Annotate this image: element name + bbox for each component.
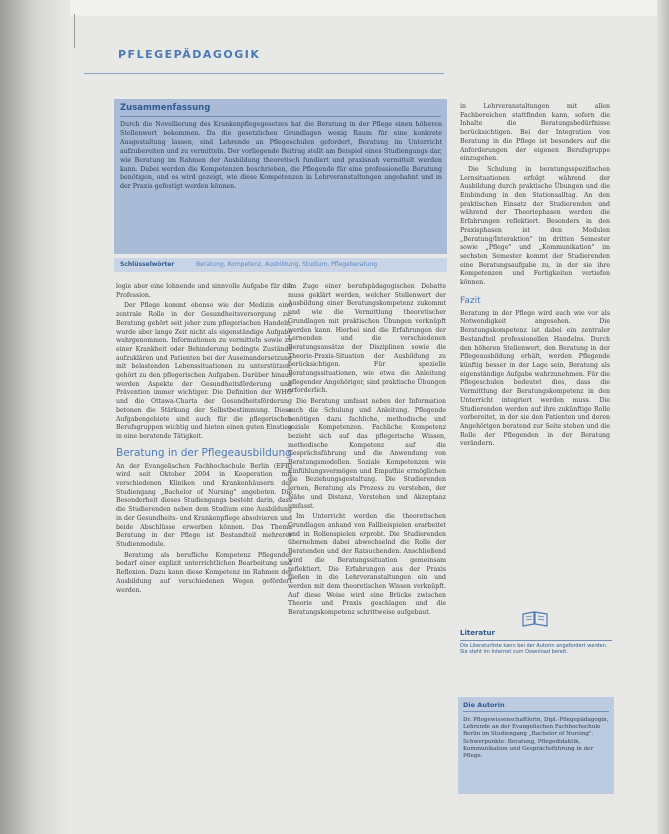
paragraph: in Lehrveranstaltungen mit allen Fachbereichen stattfinden kann, sofern die Inhalte die Beratungsbedürfnisse berücksichtigen. Bei der Integration von Beratung in die Pflege ist besonders auf die Anforderungen der eigenen Berufsgruppe einzugehen. — [460, 103, 610, 163]
section-heading: Beratung in der Pflegeausbildung — [116, 446, 292, 459]
paragraph: Im Unterricht werden die theoretischen Grundlagen anhand von Fallbeispielen erarbeitet und in Rollenspielen erprobt. Die Studierenden übernehmen dabei abwechselnd die Rolle der Beratenden und der Ratsuchenden. Anschließend wird die Beratungssituation gemeinsam reflektiert. Die Erfahrungen aus der Praxis fließen in die Lehrveranstaltungen ein und werden mit dem theoretischen Wissen verknüpft. Auf diese Weise wird eine Brücke zwischen Theorie und Praxis geschlagen und die Beratungskompetenz schrittweise aufgebaut. — [288, 513, 446, 617]
author-text: Dr. Pflegewissenschaftlerin, Dipl.-Pflegepädagogin, Lehrende an der Evangelischen Fachhochschule Berlin im Studiengang „Bachelor of Nursing". Schwerpunkte: Beratung, Pflegedidaktik, Kommunikation und Gesprächsführung in der Pflege. — [463, 717, 609, 760]
paragraph: Der Pflege kommt ebenso wie der Medizin eine zentrale Rolle in der Gesundheitsversorgung zu. Beratung gehört seit jeher zum pflegerischen Handeln, wurde aber lange Zeit nicht als eigenständige Aufgabe wahrgenommen. Informationen zu vermitteln sowie zu einer Krankheit oder Behinderung bedingte Zustände aufzuklären und Patienten bei der Auseinandersetzung mit belastenden Lebenssituationen zu unterstützen, gehört zu den pflegerischen Aufgaben. Darüber hinaus werden Aspekte der Gesundheitsförderung und Prävention immer wichtiger. Die Definition der WHO und die Ottawa-Charta der Gesundheitsförderung betonen die Stärkung der Selbstbestimmung. Diese Aufgabengebiete sind auch für die pflegerischen Berufsgruppen wichtig und bieten einen guten Einstieg in eine beratende Tätigkeit. — [116, 302, 292, 440]
author-divider — [463, 711, 609, 712]
fazit-heading: Fazit — [460, 295, 481, 306]
fold-mark — [74, 14, 75, 48]
summary-divider — [120, 116, 441, 117]
paragraph: Die Schulung in beratungsspezifischen Lernsituationen erfolgt während der Ausbildung durch praktische Übungen und die Einbindung in den Stationsalltag. An den praktischen Einsatz der Studierenden und während der Theoriephasen werden die Erfahrungen reflektiert. Besonders in den Praxisphasen ist den Modulen „Beratung/Interaktion" im dritten Semester sowie „Pflege" und „Kommunikation" im sechsten Semester kommt der Studierenden eine Beratungsaufgabe zu, in der sie ihre Kompetenzen und Fertigkeiten vertiefen können. — [460, 165, 610, 287]
header-divider — [84, 73, 444, 74]
text-column-1 — [116, 283, 292, 597]
paragraph: Die Beratung umfasst neben der Information auch die Schulung und Anleitung. Pflegende benötigen dazu fachliche, methodische und soziale Kompetenzen. Fachliche Kompetenz bezieht sich auf das pflegerische Wissen, methodische Kompetenz auf die Gesprächsführung und die Anwendung von Beratungsmodellen. Soziale Kompetenzen wie Einfühlungsvermögen und Empathie ermöglichen die Beziehungsgestaltung. Die Studierenden lernen, Beratung als Prozess zu verstehen, der Nähe und Distanz, Verstehen und Akzeptanz umfasst. — [288, 398, 446, 510]
literature-text: Die Literaturliste kann bei der Autorin angefordert werden. Sie steht im Internet zum Download bereit. — [460, 643, 608, 656]
page-edge — [657, 0, 669, 834]
paragraph: Im Zuge einer berufspädagogischen Debatte muss geklärt werden, welcher Stellenwert der Ausbildung einer Beratungskompetenz zukommt und wie die Vermittlung theoretischer Grundlagen mit praktischen Übungen verknüpft werden kann. Hierbei sind die Erfahrungen der Lernenden und die verschiedenen Beratungsansätze der Disziplinen sowie die Theorie-Praxis-Situation der Ausbildung zu berücksichtigen. Für spezielle Beratungssituationen, wie etwa die Anleitung pflegender Angehöriger, sind praktische Übungen erforderlich. — [288, 283, 446, 395]
keywords-values: Beratung, Kompetenz, Ausbildung, Studium, Pflegeberatung — [196, 261, 378, 268]
literature-title: Literatur — [460, 629, 495, 637]
paragraph: logie aber eine lohnende und sinnvolle Aufgabe für die Profession. — [116, 283, 292, 299]
summary-title: Zusammenfassung — [120, 103, 211, 113]
text-column-2 — [288, 283, 446, 620]
book-icon — [522, 611, 548, 631]
section-title: PFLEGEPÄDAGOGIK — [118, 48, 261, 61]
paragraph: An der Evangelischen Fachhochschule Berlin (EFB) wird seit Oktober 2004 in Kooperation mit verschiedenen Kliniken und Krankenhäusern der Studiengang „Bachelor of Nursing" angeboten. Die Besonderheit dieses Studiengangs besteht darin, dass die Studierenden neben dem Studium eine Ausbildung in der Gesundheits- und Krankenpflege absolvieren und beide Abschlüsse erwerben können. Das Thema Beratung in der Pflege ist Bestandteil mehrerer Studienmodule. — [116, 462, 292, 548]
author-title: Die Autorin — [463, 701, 505, 709]
keywords-label: Schlüsselwörter — [120, 261, 175, 268]
literature-divider — [460, 640, 612, 641]
keywords-bar — [114, 258, 447, 272]
text-column-3 — [460, 103, 610, 451]
literature-box — [460, 611, 612, 667]
paragraph: Beratung als berufliche Kompetenz Pflegender bedarf einer explizit unterrichtlichen Bearbeitung und Reflexion. Dazu kann diese Kompetenz im Rahmen der Ausbildung auf verschiedenen Wegen gefördert werden. — [116, 551, 292, 594]
top-margin — [0, 0, 669, 16]
binding-shadow — [0, 0, 70, 834]
summary-text: Durch die Novellierung des Krankenpflegegesetzes hat die Beratung in der Pflege einen höheren Stellenwert bekommen. Da die gesetzlichen Grundlagen wenig Raum für eine konkrete Ausgestaltung lassen, sind Lehrende an Pflegeschulen gefordert, Beratung im Unterricht aufzubereiten und zu vermitteln. Der vorliegende Beitrag stellt am Beispiel eines Studiengangs dar, wie Beratung im Rahmen der Ausbildung theoretisch fundiert und praxisnah vermittelt werden kann. Dabei werden die Kompetenzen beschrieben, die Pflegende für eine professionelle Beratung benötigen, und es wird gezeigt, wie diese Kompetenzen in Lehrveranstaltungen angebahnt und in der Praxis gefestigt werden können. — [120, 121, 442, 191]
summary-box — [114, 99, 447, 254]
author-box — [458, 697, 614, 794]
paragraph: Beratung in der Pflege wird auch wie vor als Notwendigkeit angesehen. Die Beratungskompetenz ist dabei ein zentraler Bestandteil professionellen Handelns. Durch den höheren Stellenwert, den Beratung in der Pflegeausbildung erhält, werden Pflegende künftig besser in der Lage sein, Beratung als eigenständige Aufgabe wahrzunehmen. Für die Pflegeschulen bedeutet dies, dass die Vermittlung der Beratungskompetenz in den Unterricht integriert werden muss. Die Studierenden werden auf ihre zukünftige Rolle vorbereitet, in der sie den Patienten und deren Angehörigen beratend zur Seite stehen und die Rolle der Pflegenden in der Beratung verändern. — [460, 309, 610, 448]
